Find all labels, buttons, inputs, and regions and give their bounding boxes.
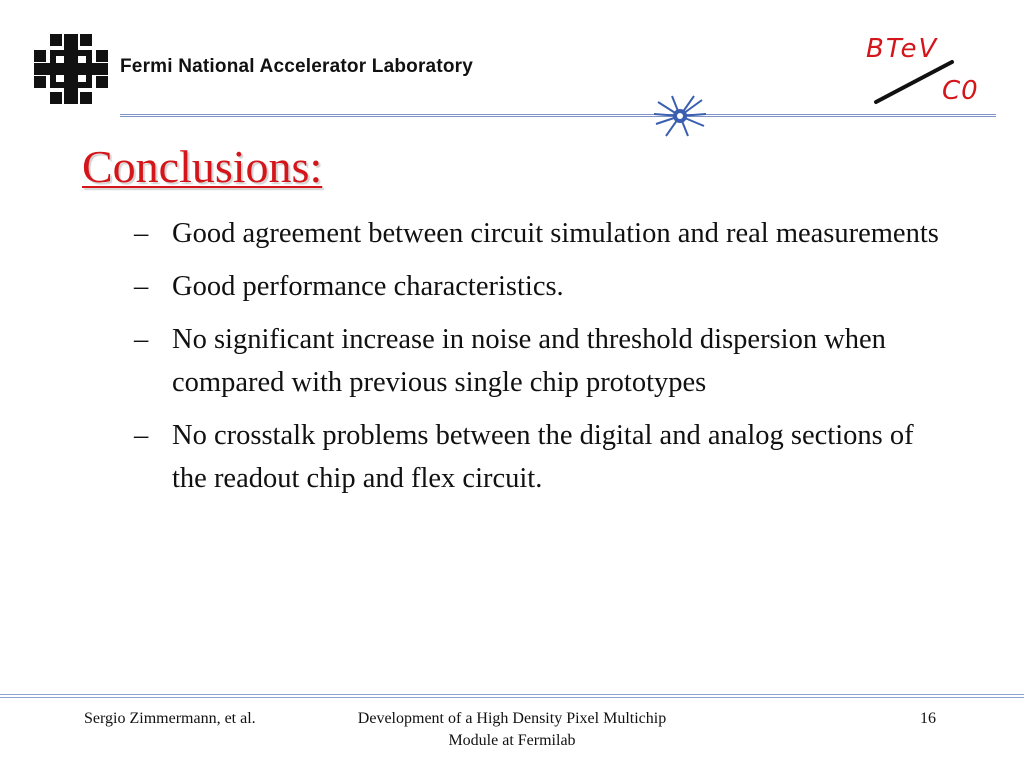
bullet-text: No significant increase in noise and threshold dispersion when compared with previous single chip prototypes [172, 324, 886, 398]
bullet-dash: – [134, 420, 149, 451]
bullet-dash: – [134, 324, 149, 355]
footer-title: Development of a High Density Pixel Multichip Module at Fermilab [357, 710, 667, 749]
footer-divider [0, 694, 1024, 698]
footer-author: Sergio Zimmermann, et al. [84, 710, 256, 727]
btev-label: BTeV [866, 34, 939, 64]
bullet-list [134, 212, 954, 510]
slide-title: Conclusions: [82, 141, 323, 192]
bullet-text: Good performance characteristics. [172, 271, 564, 302]
bullet-item [134, 265, 954, 308]
particle-burst-icon [654, 94, 706, 138]
page-number: 16 [920, 710, 936, 727]
bullet-text: Good agreement between circuit simulation and real measurements [172, 218, 939, 249]
bullet-item [134, 414, 954, 500]
btev-logo [858, 34, 988, 112]
fermilab-logo-icon [34, 34, 108, 104]
bullet-dash: – [134, 271, 149, 302]
c0-label: C0 [942, 76, 979, 106]
bullet-item [134, 212, 954, 255]
organization-name: Fermi National Accelerator Laboratory [120, 56, 474, 77]
header-divider [120, 114, 996, 117]
bullet-item [134, 318, 954, 404]
bullet-dash: – [134, 218, 149, 249]
bullet-text: No crosstalk problems between the digital and analog sections of the readout chip and flex circuit. [172, 420, 914, 494]
